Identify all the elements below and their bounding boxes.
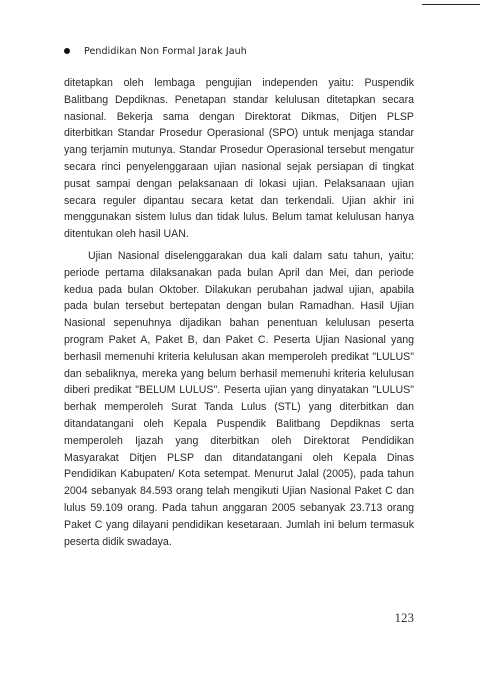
- paragraph-2: Ujian Nasional diselenggarakan dua kali dalam satu tahun, yaitu: periode pertama dilaksanakan pada bulan April dan Mei, dan periode kedua pada bulan Oktober. Dilakukan perubahan jadwal ujian, apabila pada bulan tersebut bertepatan dengan bulan Ramadhan. Hasil Ujian Nasional sepenuhnya dijadikan bahan penentuan kelulusan peserta program Paket A, Paket B, dan Paket C. Peserta Ujian Nasional yang berhasil memenuhi kriteria kelulusan akan memperoleh predikat "LULUS" dan sebaliknya, mereka yang belum berhasil memenuhi kriteria kelulusan diberi predikat "BELUM LULUS". Peserta ujian yang dinyatakan "LULUS" berhak memperoleh Surat Tanda Lulus (STL) yang diterbitkan dan ditandatangani oleh Kepala Puspendik Balitbang Depdiknas serta memperoleh Ijazah yang diterbitkan oleh Direktorat Pendidikan Masyarakat Ditjen PLSP dan ditandatangani oleh Kepala Dinas Pendidikan Kabupaten/ Kota setempat. Menurut Jalal (2005), pada tahun 2004 sebanyak 84.593 orang telah mengikuti Ujian Nasional Paket C dan lulus 59.109 orang. Pada tahun anggaran 2005 sebanyak 23.713 orang Paket C yang dilayani pendidikan kesetaraan. Jumlah ini belum termasuk peserta didik swadaya.: [64, 249, 414, 548]
- page-body: [64, 75, 414, 550]
- running-head-title: Pendidikan Non Formal Jarak Jauh: [84, 45, 247, 57]
- paragraph-1: ditetapkan oleh lembaga pengujian independen yaitu: Puspendik Balitbang Depdiknas. Penetapan standar kelulusan ditetapkan secara nasional. Bekerja sama dengan Direktorat Dikmas, Ditjen PLSP diterbitkan Standar Prosedur Operasional (SPO) untuk menjaga standar yang terjamin mutunya. Standar Prosedur Operasional tersebut mengatur secara rinci penyelenggaraan ujian nasional sejak persiapan di tingkat pusat sampai dengan pelaksanaan di lokasi ujian. Pelaksanaan ujian secara reguler dipantau secara ketat dan terkendali. Ujian akhir ini menggunakan sistem lulus dan tidak lulus. Belum tamat kelulusan hanya ditentukan oleh hasil UAN.: [64, 77, 414, 241]
- bullet-icon: [64, 48, 70, 54]
- top-corner-rule: [422, 4, 480, 5]
- running-header: [64, 44, 440, 58]
- page-number: 123: [394, 610, 414, 625]
